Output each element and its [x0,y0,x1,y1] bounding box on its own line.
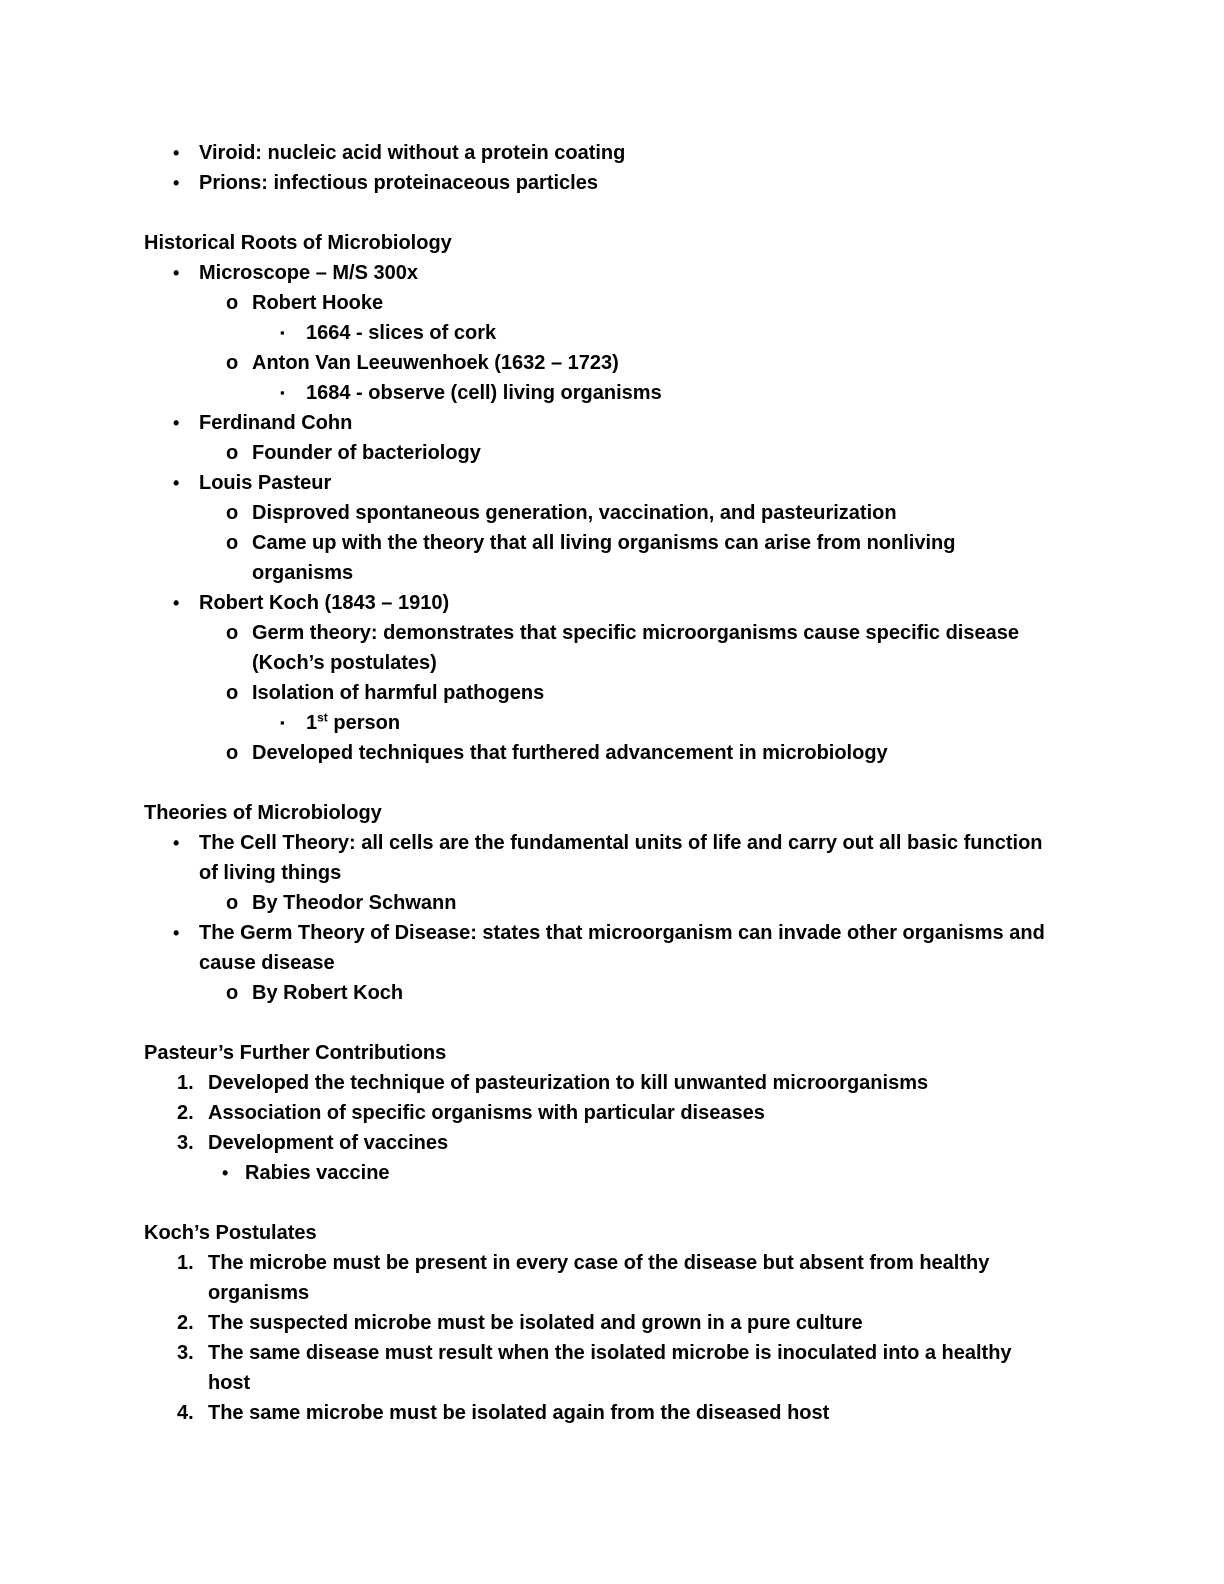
text-line: host [208,1372,251,1394]
item-text [199,918,1045,978]
text-line: 1664 - slices of cork [306,322,497,344]
item-text [208,1248,989,1308]
list-item [144,1158,1204,1188]
item-text [252,978,403,1008]
text-line: By Theodor Schwann [252,892,457,914]
bullet-disc-icon: • [173,473,180,493]
text-line: Developed techniques that furthered advancement in microbiology [252,742,888,764]
text-line: Development of vaccines [208,1132,449,1154]
bullet-circle-icon: o [226,982,239,1004]
text-line: Association of specific organisms with particular diseases [208,1102,765,1124]
item-text [252,528,955,588]
bullet-circle-icon: o [226,532,239,554]
item-text [306,378,662,408]
item-text [208,1128,448,1158]
list-item [144,888,1204,918]
number-marker: 3. [177,1342,194,1364]
item-text [199,138,625,168]
list-item [144,678,1204,708]
text-line: The same disease must result when the isolated microbe is inoculated into a healthy [208,1342,1012,1364]
item-text [208,1068,928,1098]
bullet-disc-icon: • [173,143,180,163]
list-item [144,1308,1204,1338]
list-item [144,528,1204,588]
item-text [252,888,456,918]
text-line: Louis Pasteur [199,472,332,494]
bullet-square-icon: ▪ [280,385,285,400]
number-marker: 1. [177,1072,194,1094]
list-item [144,378,1204,408]
text-line: 1684 - observe (cell) living organisms [306,382,662,404]
section-heading: Historical Roots of Microbiology [144,232,452,254]
list-item [144,168,1204,198]
bullet-disc-icon: • [173,413,180,433]
text-line: By Robert Koch [252,982,404,1004]
bullet-square-icon: ▪ [280,325,285,340]
list-item [144,318,1204,348]
section-heading: Koch’s Postulates [144,1222,317,1244]
bullet-disc-icon: • [173,173,180,193]
item-text [199,408,352,438]
bullet-square-icon: ▪ [280,715,285,730]
item-text [306,708,400,738]
item-text [199,588,449,618]
bullet-disc-icon: • [173,593,180,613]
text-line: (Koch’s postulates) [252,652,437,674]
list-item [144,978,1204,1008]
text-line: Ferdinand Cohn [199,412,353,434]
list-item [144,828,1204,888]
text-line: organisms [252,562,354,584]
bullet-disc-icon: • [173,833,180,853]
item-text [208,1098,765,1128]
item-text [199,168,598,198]
bullet-circle-icon: o [226,442,239,464]
list-item [144,1338,1204,1398]
text-line: Isolation of harmful pathogens [252,682,545,704]
bullet-circle-icon: o [226,502,239,524]
number-marker: 3. [177,1132,194,1154]
text-line: Disproved spontaneous generation, vaccination, and pasteurization [252,502,897,524]
bullet-circle-icon: o [226,292,239,314]
text-line: Germ theory: demonstrates that specific microorganisms cause specific disease [252,622,1019,644]
item-text [208,1338,1012,1398]
list-item [144,408,1204,438]
list-item [144,588,1204,618]
list-item [144,618,1204,678]
text-line: 1st person [306,710,401,734]
bullet-circle-icon: o [226,892,239,914]
item-text [199,468,331,498]
text-line: The microbe must be present in every case of the disease but absent from healthy [208,1252,990,1274]
text-line: Microscope – M/S 300x [199,262,418,284]
number-marker: 2. [177,1312,194,1334]
bullet-disc-icon: • [222,1163,229,1183]
text-line: Prions: infectious proteinaceous particles [199,172,598,194]
bullet-disc-icon: • [173,923,180,943]
text-line: cause disease [199,952,335,974]
number-marker: 1. [177,1252,194,1274]
item-text [199,828,1043,888]
bullet-circle-icon: o [226,352,239,374]
text-line: organisms [208,1282,310,1304]
list-item [144,258,1204,288]
item-text [208,1398,829,1428]
text-line: The suspected microbe must be isolated and grown in a pure culture [208,1312,863,1334]
list-item [144,738,1204,768]
bullet-circle-icon: o [226,682,239,704]
item-text [199,258,418,288]
item-text [252,678,544,708]
item-text [252,438,481,468]
list-item [144,708,1204,738]
item-text [306,318,496,348]
list-item [144,288,1204,318]
text-line: Rabies vaccine [245,1162,390,1184]
list-item [144,918,1204,978]
bullet-disc-icon: • [173,263,180,283]
list-item [144,348,1204,378]
list-item [144,1398,1204,1428]
list-item [144,1068,1204,1098]
number-marker: 2. [177,1102,194,1124]
text-line: Viroid: nucleic acid without a protein coating [199,142,626,164]
list-item [144,138,1204,168]
number-marker: 4. [177,1402,194,1424]
section-heading: Theories of Microbiology [144,802,382,824]
text-line: The Germ Theory of Disease: states that microorganism can invade other organisms and [199,922,1045,944]
section-heading: Pasteur’s Further Contributions [144,1042,447,1064]
text-line: Anton Van Leeuwenhoek (1632 – 1723) [252,352,619,374]
text-line: The Cell Theory: all cells are the fundamental units of life and carry out all basic function [199,832,1043,854]
text-line: Developed the technique of pasteurization to kill unwanted microorganisms [208,1072,929,1094]
list-item [144,468,1204,498]
list-item [144,1098,1204,1128]
item-text [208,1308,863,1338]
list-item [144,1248,1204,1308]
item-text [252,738,888,768]
bullet-circle-icon: o [226,622,239,644]
text-line: The same microbe must be isolated again from the diseased host [208,1402,830,1424]
list-item [144,498,1204,528]
text-line: Robert Koch (1843 – 1910) [199,592,450,614]
text-line: Came up with the theory that all living organisms can arise from nonliving [252,532,956,554]
text-line: Robert Hooke [252,292,384,314]
list-item [144,1128,1204,1158]
item-text [252,348,619,378]
item-text [252,288,383,318]
text-line: of living things [199,862,342,884]
item-text [252,498,897,528]
item-text [252,618,1019,678]
bullet-circle-icon: o [226,742,239,764]
text-line: Founder of bacteriology [252,442,481,464]
item-text [245,1158,390,1188]
list-item [144,438,1204,468]
